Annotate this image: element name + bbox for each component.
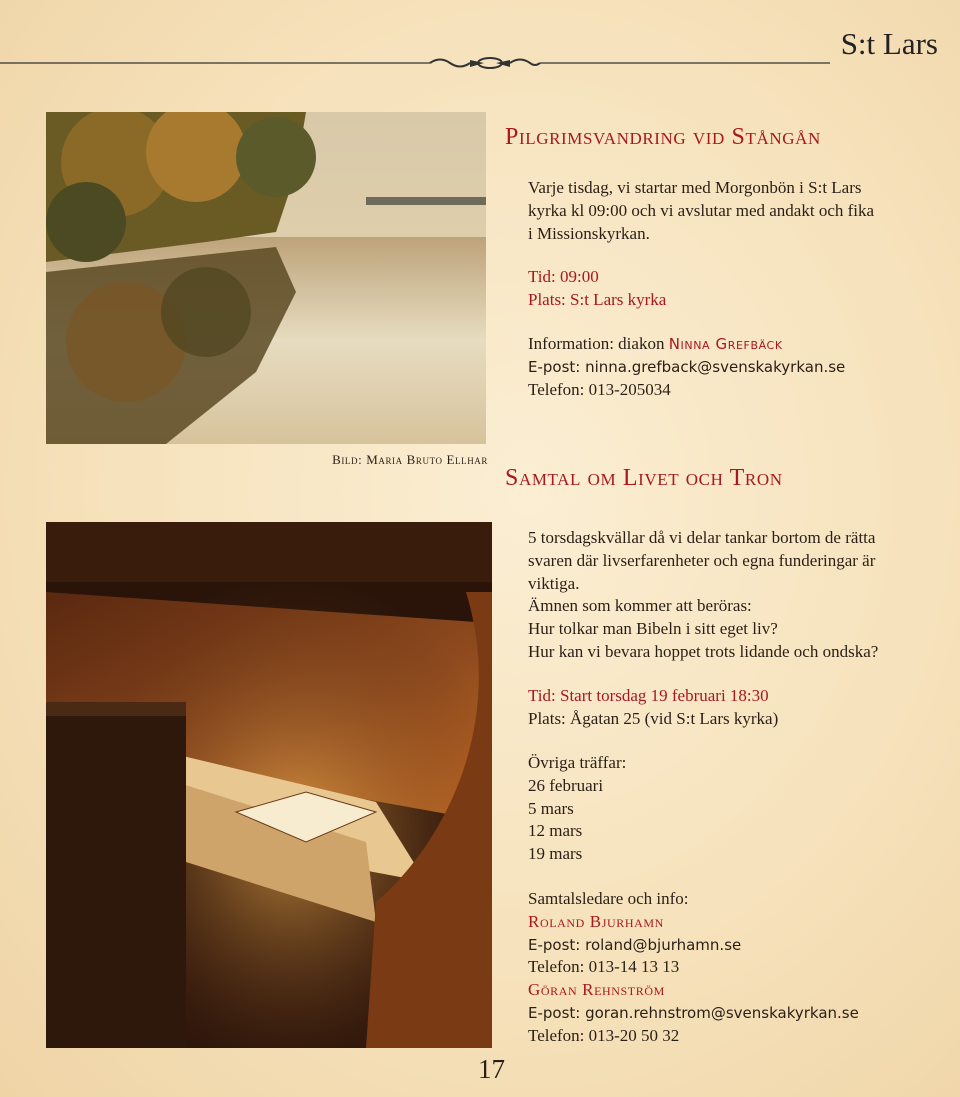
contact-email[interactable]: E-post: ninna.grefback@svenskakyrkan.se [528,358,846,376]
article-body-samtal [528,527,878,664]
event-time: Tid: 09:00 [528,267,599,286]
page-number: 17 [478,1054,505,1084]
event-place: Plats: Ågatan 25 (vid S:t Lars kyrka) [528,709,779,728]
event-time: Tid: Start torsdag 19 februari 18:30 [528,686,769,705]
leader-name: Roland Bjurhamn [528,911,664,931]
section-title: S:t Lars [840,26,938,61]
meetings-label: Övriga träffar: [528,753,627,772]
photo-credit: Bild: Maria Bruto Ellhar [332,452,488,467]
meeting-date: 19 mars [528,844,583,864]
leaders-label: Samtalsledare och info: [528,889,689,908]
body-line: Varje tisdag, vi startar med Morgonbön i S:t Lars [528,178,862,197]
contact-info [528,333,783,356]
event-place: Plats: S:t Lars kyrka [528,290,667,309]
body-line: kyrka kl 09:00 och vi avslutar med andakt och fika [528,200,875,220]
article-body-pilgrimage [528,177,874,245]
meeting-date: 12 mars [528,821,583,841]
leaders-block [528,888,859,1048]
body-line: svaren där livserfarenheter och egna funderingar är [528,550,876,570]
body-line: viktiga. [528,573,580,593]
body-line: Hur kan vi bevara hoppet trots lidande och ondska? [528,641,879,661]
river-autumn-photo [46,112,486,444]
church-pew-bible-photo [46,522,492,1048]
contact-phone: Telefon: 013-205034 [528,380,671,399]
article-title-pilgrimage: Pilgrimsvandring vid Stångån [505,124,821,150]
info-label: Information: diakon [528,334,665,353]
leader-email[interactable]: E-post: roland@bjurhamn.se [528,935,742,954]
leader-phone: Telefon: 013-20 50 32 [528,1025,680,1045]
body-line: i Missionskyrkan. [528,223,650,243]
article-title-samtal: Samtal om Livet och Tron [505,465,783,491]
leader-email[interactable]: E-post: goran.rehnstrom@svenskakyrkan.se [528,1003,859,1022]
body-line: Hur tolkar man Bibeln i sitt eget liv? [528,619,778,639]
meeting-date: 26 februari [528,775,604,795]
leader-phone: Telefon: 013-14 13 13 [528,957,680,977]
meeting-date: 5 mars [528,798,574,818]
meetings-list [528,752,626,866]
contact-name: Ninna Grefbäck [668,335,783,353]
ornamental-rule [0,56,960,76]
leader-name: Göran Rehnström [528,980,665,1000]
body-line: 5 torsdagskvällar då vi delar tankar bortom de rätta [528,528,876,547]
body-line: Ämnen som kommer att beröras: [528,596,752,616]
